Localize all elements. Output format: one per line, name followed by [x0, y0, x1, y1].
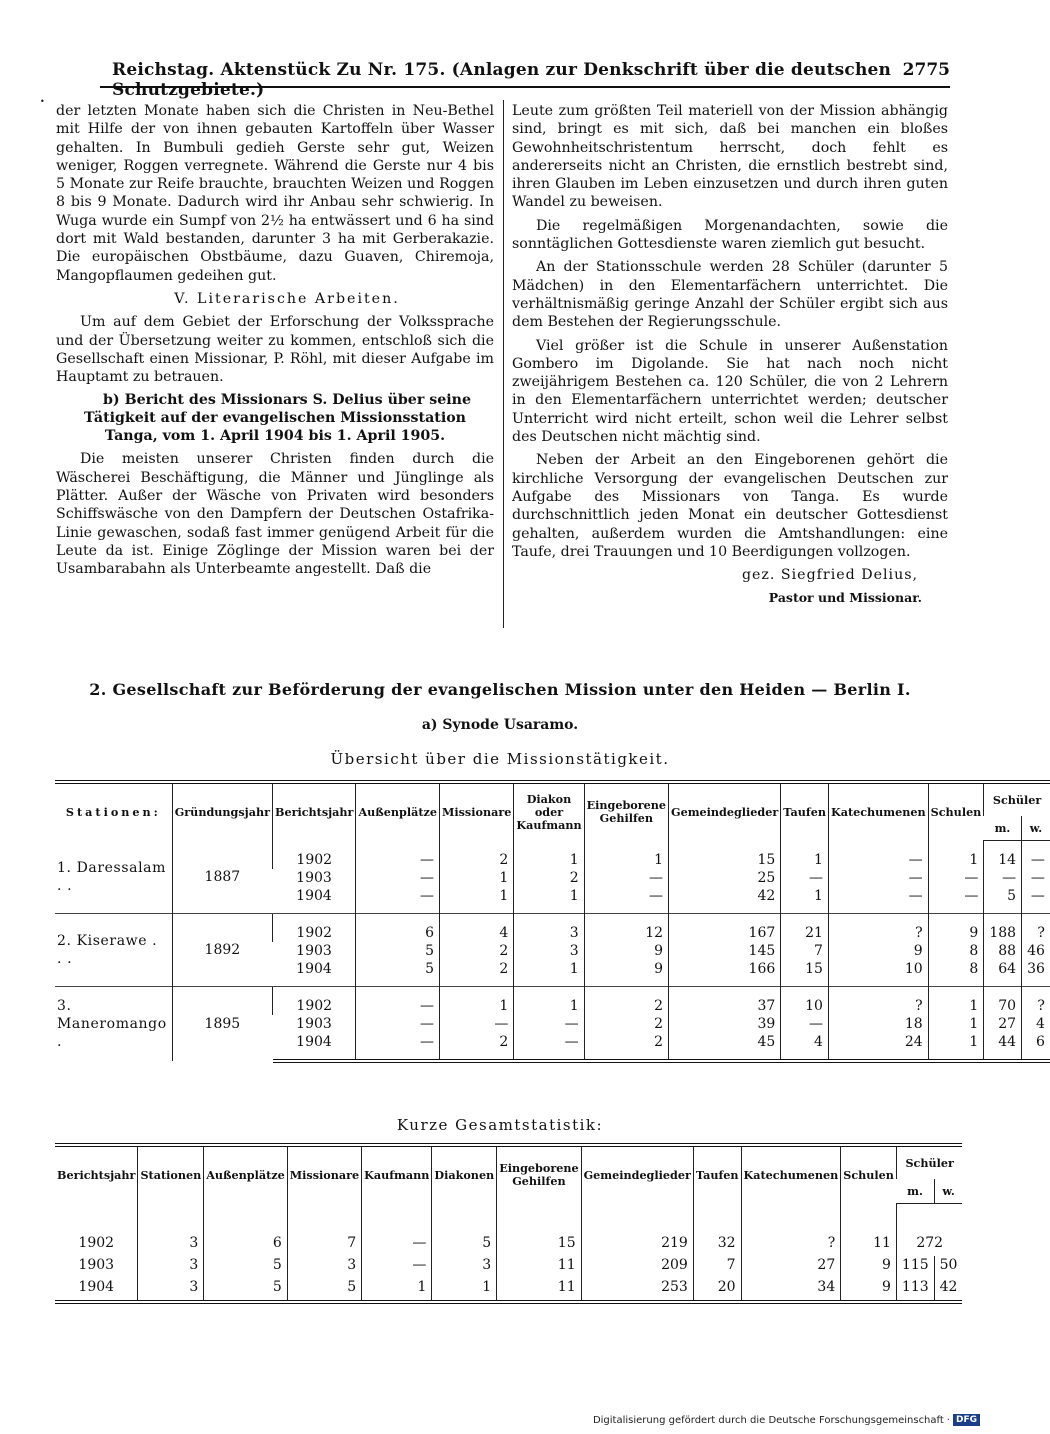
t2-header-schulen: Schulen	[841, 1145, 897, 1204]
table-cell: 7	[287, 1204, 361, 1257]
t2-header-taufen: Taufen	[693, 1145, 741, 1204]
table-cell: ?	[1022, 987, 1050, 1016]
table-cell: 1	[514, 960, 584, 987]
table-cell: —	[1022, 869, 1050, 887]
header-schueler: Schüler	[984, 782, 1050, 816]
table-1-title: Übersicht über die Missionstätigkeit.	[330, 750, 670, 768]
table-cell: 25	[669, 869, 781, 887]
station-name: 3. Maneromango .	[55, 987, 172, 1062]
right-paragraph-3: An der Stationsschule werden 28 Schüler (darunter 5 Mädchen) in den Elementarfächern unterrichtet. Die verhältnismäßig geringe Anzahl der Schüler ergibt sich aus dem Bestehen der Regierungsschule.	[512, 259, 948, 331]
right-column	[512, 102, 948, 608]
table-cell: 1	[440, 869, 514, 887]
table-cell: 39	[669, 1015, 781, 1033]
table-cell: 5	[204, 1256, 288, 1278]
table-cell: 1902	[273, 914, 356, 943]
table-cell: 1	[928, 1033, 984, 1061]
table-cell: 1	[362, 1278, 432, 1302]
table-cell: —	[514, 1015, 584, 1033]
footer-text: Digitalisierung gefördert durch die Deutsche Forschungsgemeinschaft	[592, 1414, 944, 1426]
table-cell: —	[828, 869, 928, 887]
table-cell: 50	[934, 1256, 962, 1278]
table-cell: 3	[432, 1256, 497, 1278]
column-divider	[503, 100, 504, 628]
table-cell: 6	[204, 1204, 288, 1257]
table-cell: —	[928, 869, 984, 887]
table-cell: 18	[828, 1015, 928, 1033]
table-cell: 1	[781, 887, 829, 914]
table-cell: 209	[581, 1256, 693, 1278]
table-cell: 113	[896, 1278, 934, 1302]
station-name: 1. Daressalam . .	[57, 859, 166, 894]
table-cell: —	[356, 1015, 440, 1033]
page-header	[100, 60, 950, 100]
header-katechumenen: Katechumenen	[828, 782, 928, 841]
table-cell: 44	[984, 1033, 1022, 1061]
table-cell: 14	[984, 841, 1022, 870]
station-name: 2. Kiserawe . . .	[55, 914, 172, 987]
right-paragraph-1: Leute zum größten Teil materiell von der Mission abhängig sind, bringt es mit sich, daß bei manchen ein bloßes Gewohnheitschristentum herrscht, doch fehlt es andererseits nicht an Christen, die ernstlich bestrebt sind, ihren Glauben im Leben einzusetzen und durch ihren guten Wandel zu beweisen.	[512, 103, 948, 211]
table-cell: 37	[669, 987, 781, 1016]
table-cell: 2	[440, 960, 514, 987]
table-cell: 9	[584, 942, 668, 960]
table-cell: 45	[669, 1033, 781, 1061]
left-paragraph-1: der letzten Monate haben sich die Christen in Neu-Bethel mit Hilfe der von ihnen gebauten Kartoffeln über Wasser gehalten. In Bumbuli gedieh Gerste sehr gut, Weizen weniger, Roggen verregnete. Während die Gerste nur 4 bis 5 Monate zur Reife brauchte, brauchten Weizen und Roggen 8 bis 9 Monate. Dadurch wird ihr Anbau sehr schwierig. In Wuga wurde ein Sumpf von 2½ ha entwässert und 6 ha sind dort mit Wald bestanden, darunter 3 ha mit Gerberakazie. Die europäischen Obstbäume, dazu Guaven, Chiremoja, Mangopflaumen gedeihen gut.	[56, 103, 494, 284]
t2-header-missionare: Missionare	[287, 1145, 361, 1204]
table-cell: 1904	[273, 1033, 356, 1061]
table-cell: 2	[440, 841, 514, 870]
t2-header-katechumenen: Katechumenen	[741, 1145, 841, 1204]
table-cell: 2	[584, 1015, 668, 1033]
table-cell: —	[1022, 841, 1050, 870]
missions-activity-table-body	[55, 841, 1050, 1062]
table-cell: 34	[741, 1278, 841, 1302]
report-heading: b) Bericht des Missionars S. Delius über seine Tätigkeit auf der evangelischen Missionsstation Tanga, vom 1. April 1904 bis 1. April 1905.	[83, 392, 471, 445]
table-cell: 20	[693, 1278, 741, 1302]
header-aussenplaetze: Außenplätze	[356, 782, 440, 841]
table-cell: 7	[693, 1256, 741, 1278]
table-cell: 15	[781, 960, 829, 987]
table-cell: 64	[984, 960, 1022, 987]
table-cell: 10	[781, 987, 829, 1016]
summary-statistics-table	[55, 1143, 962, 1304]
table-cell: 27	[984, 1015, 1022, 1033]
left-column	[56, 102, 494, 579]
table-cell: 1	[440, 887, 514, 914]
missions-activity-table	[55, 780, 1050, 1063]
table-cell: —	[781, 869, 829, 887]
table-cell: 166	[669, 960, 781, 987]
header-schueler-m: m.	[984, 816, 1022, 841]
table-cell: 27	[741, 1256, 841, 1278]
table-cell: 5	[432, 1204, 497, 1257]
table-cell: —	[781, 1015, 829, 1033]
table-row	[55, 987, 1050, 1016]
table-cell: 1	[514, 841, 584, 870]
t2-header-eingeborene-gehilfen: Eingeborene Gehilfen	[497, 1145, 581, 1204]
table-cell: 5	[287, 1278, 361, 1302]
table-cell: 4	[781, 1033, 829, 1061]
table-cell: 15	[669, 841, 781, 870]
header-berichtsjahr: Berichtsjahr	[273, 782, 356, 841]
table-cell: 9	[928, 914, 984, 943]
table-cell: 1904	[296, 888, 332, 904]
table-cell: 42	[669, 887, 781, 914]
table-cell: 46	[1022, 942, 1050, 960]
table-cell: —	[584, 869, 668, 887]
table-cell: 2	[440, 942, 514, 960]
table-cell: 5	[356, 942, 440, 960]
table-cell: 5	[204, 1278, 288, 1302]
table-cell: 9	[828, 942, 928, 960]
table-cell: 1903	[296, 1016, 332, 1032]
signature-title: Pastor und Missionar.	[768, 590, 922, 606]
header-schulen: Schulen	[928, 782, 984, 841]
table-cell: 1	[928, 1015, 984, 1033]
page-footer: Digitalisierung gefördert durch die Deutsche Forschungsgemeinschaft · DFG	[593, 1414, 980, 1426]
t2-header-schueler-w: w.	[934, 1179, 962, 1204]
table-cell: 88	[984, 942, 1022, 960]
t2-header-diakonen: Diakonen	[432, 1145, 497, 1204]
table-row	[55, 1204, 962, 1257]
table-cell: 11	[497, 1278, 581, 1302]
table-cell: 5	[356, 960, 440, 987]
right-paragraph-5: Neben der Arbeit an den Eingeborenen gehört die kirchliche Versorgung der evangelischen Deutschen zur Aufgabe des Missionars von Tanga. Es wurde durchschnittlich jeden Monat ein deutscher Gottesdienst gehalten, außerdem wurden die Amtshandlungen: eine Taufe, drei Trauungen und 10 Beerdigungen vollzogen.	[512, 452, 948, 560]
table-cell: 9	[841, 1256, 897, 1278]
header-gruendungsjahr: Gründungsjahr	[172, 782, 272, 841]
table-cell: 145	[669, 942, 781, 960]
table-cell: 8	[928, 960, 984, 987]
margin-mark: •	[40, 97, 45, 106]
table-cell: 1903	[296, 870, 332, 886]
t2-header-berichtsjahr: Berichtsjahr	[55, 1145, 138, 1204]
table-2-title: Kurze Gesamtstatistik:	[396, 1116, 604, 1134]
table-cell: 2	[440, 1033, 514, 1061]
right-paragraph-4: Viel größer ist die Schule in unserer Außenstation Gombero im Digolande. Sie hat nach noch nicht zweijährigem Bestehen ca. 120 Schüler, die von 2 Lehrern in den Elementarfächern unterrichtet werden; deutscher Unterricht wird nicht erteilt, schon weil die Lehrer selbst des Deutschen nicht mächtig sind.	[512, 337, 948, 446]
t2-header-schueler: Schüler	[896, 1145, 962, 1179]
table-cell: 3	[138, 1204, 204, 1257]
station-founded-year: 1895	[172, 987, 272, 1062]
table-cell: —	[356, 869, 440, 887]
left-paragraph-2: Um auf dem Gebiet der Erforschung der Volkssprache und der Übersetzung weiter zu kommen, entschloß sich die Gesellschaft einen Missionar, P. Röhl, mit dieser Aufgabe im Hauptamt zu betrauen.	[56, 314, 494, 386]
header-taufen: Taufen	[781, 782, 829, 841]
table-cell: 1	[928, 841, 984, 870]
table-cell: 6	[1022, 1033, 1050, 1061]
t2-header-gemeindeglieder: Gemeindeglieder	[581, 1145, 693, 1204]
table-cell: 2	[514, 869, 584, 887]
table-cell: ?	[741, 1204, 841, 1257]
table-cell: 3	[138, 1278, 204, 1302]
t2-header-aussenplaetze: Außenplätze	[204, 1145, 288, 1204]
table-cell: 3	[514, 914, 584, 943]
table-cell: —	[356, 1033, 440, 1061]
table-cell: 1904	[296, 961, 332, 977]
table-cell: 42	[934, 1278, 962, 1302]
table-cell: 1	[432, 1278, 497, 1302]
table-cell: ?	[1022, 914, 1050, 943]
t2-header-stationen: Stationen	[138, 1145, 204, 1204]
table-cell: ?	[828, 914, 928, 943]
right-paragraph-2: Die regelmäßigen Morgenandachten, sowie die sonntäglichen Gottesdienste waren ziemlich gut besucht.	[512, 217, 948, 253]
table-cell: 11	[841, 1204, 897, 1257]
table-cell: 167	[669, 914, 781, 943]
table-cell: 7	[781, 942, 829, 960]
left-paragraph-3: Die meisten unserer Christen finden durch die Wäscherei Beschäftigung, die Männer und Jünglinge als Plätter. Außer der Wäsche von Privaten wird besonders Schiffswäsche von den Dampfern der Deutschen Ostafrika-Linie gewaschen, sodaß fast immer genügend Arbeit für die Leute da ist. Einige Zöglinge der Mission waren bei der Usambarabahn als Unterbeamte angestellt. Daß die	[56, 451, 494, 578]
header-title: Reichstag. Aktenstück Zu Nr. 175. (Anlagen zur Denkschrift über die deutschen Schutzgebiete.)	[112, 60, 892, 100]
table-cell: 2	[584, 1033, 668, 1061]
station-founded-year: 1887	[172, 841, 272, 914]
table-cell: 1902	[78, 1234, 115, 1251]
table-cell: 70	[984, 987, 1022, 1016]
table-cell: —	[362, 1256, 432, 1278]
table-cell: 6	[356, 914, 440, 943]
table-cell: 3	[138, 1256, 204, 1278]
table-cell: 1	[514, 887, 584, 914]
table-cell: 36	[1022, 960, 1050, 987]
table-cell: 1902	[273, 987, 356, 1016]
header-diakon-kaufmann: Diakon oder Kaufmann	[514, 782, 584, 841]
table-cell: 4	[440, 914, 514, 943]
station-founded-year: 1892	[172, 914, 272, 987]
t2-header-schueler-m: m.	[896, 1179, 934, 1204]
table-cell: 1	[440, 987, 514, 1016]
table-cell: 1904	[55, 1278, 138, 1302]
table-cell: 3	[287, 1256, 361, 1278]
table-cell: 1902	[273, 841, 356, 870]
section-heading-literary: V. Literarische Arbeiten.	[174, 290, 400, 307]
table-cell: 1	[514, 987, 584, 1016]
table-cell: —	[1022, 887, 1050, 914]
header-missionare: Missionare	[440, 782, 514, 841]
table-cell: 219	[581, 1204, 693, 1257]
table-cell: —	[828, 887, 928, 914]
table-cell: 253	[581, 1278, 693, 1302]
header-eingeborene-gehilfen: Eingeborene Gehilfen	[584, 782, 668, 841]
table-cell: 1	[928, 987, 984, 1016]
table-cell: —	[362, 1204, 432, 1257]
table-cell: 115	[896, 1256, 934, 1278]
section-2-subtitle: a) Synode Usaramo.	[421, 717, 579, 733]
table-row	[55, 841, 1050, 870]
table-row	[55, 1278, 962, 1302]
table-cell: 2	[584, 987, 668, 1016]
table-cell: 5	[984, 887, 1022, 914]
table-cell: 9	[584, 960, 668, 987]
table-cell: 10	[828, 960, 928, 987]
summary-statistics-table-body	[55, 1204, 962, 1303]
table-cell: —	[984, 869, 1022, 887]
table-cell: 11	[497, 1256, 581, 1278]
table-cell: 272	[896, 1204, 962, 1257]
table-cell: 1	[584, 841, 668, 870]
dfg-logo-icon: DFG	[953, 1414, 980, 1426]
header-stationen: Stationen:	[55, 782, 172, 841]
table-cell: —	[584, 887, 668, 914]
header-schueler-w: w.	[1022, 816, 1050, 841]
table-cell: —	[356, 987, 440, 1016]
table-cell: ?	[828, 987, 928, 1016]
table-cell: 9	[841, 1278, 897, 1302]
table-cell: 12	[584, 914, 668, 943]
table-cell: —	[356, 841, 440, 870]
t2-header-kaufmann: Kaufmann	[362, 1145, 432, 1204]
table-row	[55, 1256, 962, 1278]
table-cell: 4	[1022, 1015, 1050, 1033]
table-cell: 15	[497, 1204, 581, 1257]
table-cell: —	[828, 841, 928, 870]
page-number: 2775	[902, 60, 950, 80]
table-cell: —	[928, 887, 984, 914]
section-2-title: 2. Gesellschaft zur Beförderung der evangelischen Mission unter den Heiden — Berlin I.	[89, 680, 911, 699]
table-cell: 1903	[296, 943, 332, 959]
table-cell: —	[356, 887, 440, 914]
table-row	[55, 914, 1050, 943]
table-cell: 8	[928, 942, 984, 960]
table-cell: 32	[693, 1204, 741, 1257]
table-cell: 24	[828, 1033, 928, 1061]
table-cell: 21	[781, 914, 829, 943]
table-cell: 1903	[78, 1257, 115, 1273]
signature: gez. Siegfried Delius,	[741, 567, 918, 584]
table-cell: 1	[781, 841, 829, 870]
table-cell: 3	[514, 942, 584, 960]
table-cell: —	[440, 1015, 514, 1033]
header-gemeindeglieder: Gemeindeglieder	[669, 782, 781, 841]
table-cell: —	[514, 1033, 584, 1061]
table-cell: 188	[984, 914, 1022, 943]
